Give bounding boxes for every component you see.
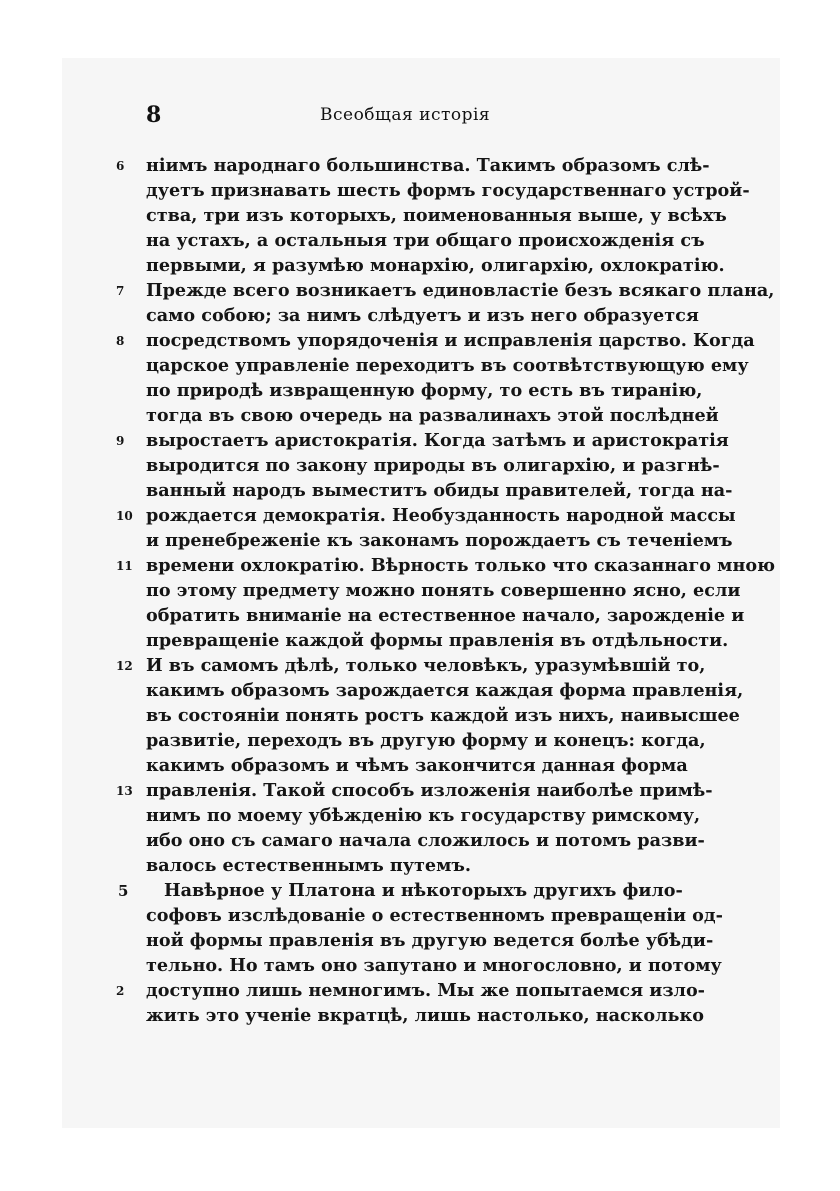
text-line: обратить вниманіе на естественное начало, зарожденіе и bbox=[146, 605, 745, 626]
margin-number: 9 bbox=[116, 434, 125, 448]
margin-number: 12 bbox=[116, 659, 133, 673]
text-line: въ состояніи понять ростъ каждой изъ нихъ, наивысшее bbox=[146, 705, 740, 726]
text-line: на устахъ, а остальныя три общаго происхожденія съ bbox=[146, 230, 705, 251]
margin-number: 10 bbox=[116, 509, 133, 523]
margin-number: 13 bbox=[116, 784, 133, 798]
text-line: превращеніе каждой формы правленія въ отдѣльности. bbox=[146, 630, 729, 651]
text-line: Прежде всего возникаетъ единовластіе безъ всякаго плана, bbox=[146, 280, 775, 301]
text-line: доступно лишь немногимъ. Мы же попытаемся изло- bbox=[146, 980, 705, 1001]
text-line: и пренебреженіе къ законамъ порождаетъ съ теченіемъ bbox=[146, 530, 733, 551]
running-title: Всеобщая исторія bbox=[320, 105, 491, 125]
section-number: 5 bbox=[118, 882, 129, 900]
text-line: И въ самомъ дѣлѣ, только человѣкъ, уразумѣвшій то, bbox=[146, 655, 706, 676]
text-line: ной формы правленія въ другую ведется болѣе убѣди- bbox=[146, 930, 714, 951]
margin-number: 6 bbox=[116, 159, 125, 173]
text-line: рождается демократія. Необузданность народной массы bbox=[146, 505, 736, 526]
text-line: выростаетъ аристократія. Когда затѣмъ и аристократія bbox=[146, 430, 729, 451]
page-number: 8 bbox=[146, 102, 162, 128]
text-line: выродится по закону природы въ олигархію, и разгнѣ- bbox=[146, 455, 720, 476]
text-line: какимъ образомъ зарождается каждая форма правленія, bbox=[146, 680, 744, 701]
text-line: времени охлократію. Вѣрность только что сказаннаго мною bbox=[146, 555, 776, 576]
text-line: по этому предмету можно понять совершенно ясно, если bbox=[146, 580, 741, 601]
text-line: по природѣ извращенную форму, то есть въ тиранію, bbox=[146, 380, 703, 401]
text-line: первыми, я разумѣю монархію, олигархію, охлократію. bbox=[146, 255, 725, 276]
text-line: валось естественнымъ путемъ. bbox=[146, 855, 472, 876]
margin-number: 7 bbox=[116, 284, 125, 298]
text-line: Навѣрное у Платона и нѣкоторыхъ другихъ фило- bbox=[164, 880, 683, 901]
text-line: правленія. Такой способъ изложенія наиболѣе примѣ- bbox=[146, 780, 713, 801]
text-line: софовъ изслѣдованіе о естественномъ превращеніи од- bbox=[146, 905, 723, 926]
margin-number: 11 bbox=[116, 559, 133, 573]
text-line: какимъ образомъ и чѣмъ закончится данная форма bbox=[146, 755, 688, 776]
text-line: тельно. Но тамъ оно запутано и многословно, и потому bbox=[146, 955, 722, 976]
text-line: посредствомъ упорядоченія и исправленія царство. Когда bbox=[146, 330, 755, 351]
text-line: само собою; за нимъ слѣдуетъ и изъ него образуется bbox=[146, 305, 699, 326]
text-line: жить это ученіе вкратцѣ, лишь настолько, насколько bbox=[146, 1005, 704, 1026]
text-line: ибо оно съ самаго начала сложилось и потомъ разви- bbox=[146, 830, 705, 851]
margin-number: 8 bbox=[116, 334, 125, 348]
text-line: царское управленіе переходитъ въ соотвѣтствующую ему bbox=[146, 355, 749, 376]
text-line: ства, три изъ которыхъ, поименованныя выше, у всѣхъ bbox=[146, 205, 727, 226]
text-line: дуетъ признавать шесть формъ государственнаго устрой- bbox=[146, 180, 750, 201]
text-line: ніимъ народнаго большинства. Такимъ образомъ слѣ- bbox=[146, 155, 710, 176]
text-line: ванный народъ выместитъ обиды правителей, тогда на- bbox=[146, 480, 733, 501]
text-line: тогда въ свою очередь на развалинахъ этой послѣдней bbox=[146, 405, 719, 426]
text-line: нимъ по моему убѣжденію къ государству римскому, bbox=[146, 805, 701, 826]
margin-number: 2 bbox=[116, 984, 125, 998]
page-header bbox=[0, 102, 840, 132]
text-line: развитіе, переходъ въ другую форму и конецъ: когда, bbox=[146, 730, 706, 751]
